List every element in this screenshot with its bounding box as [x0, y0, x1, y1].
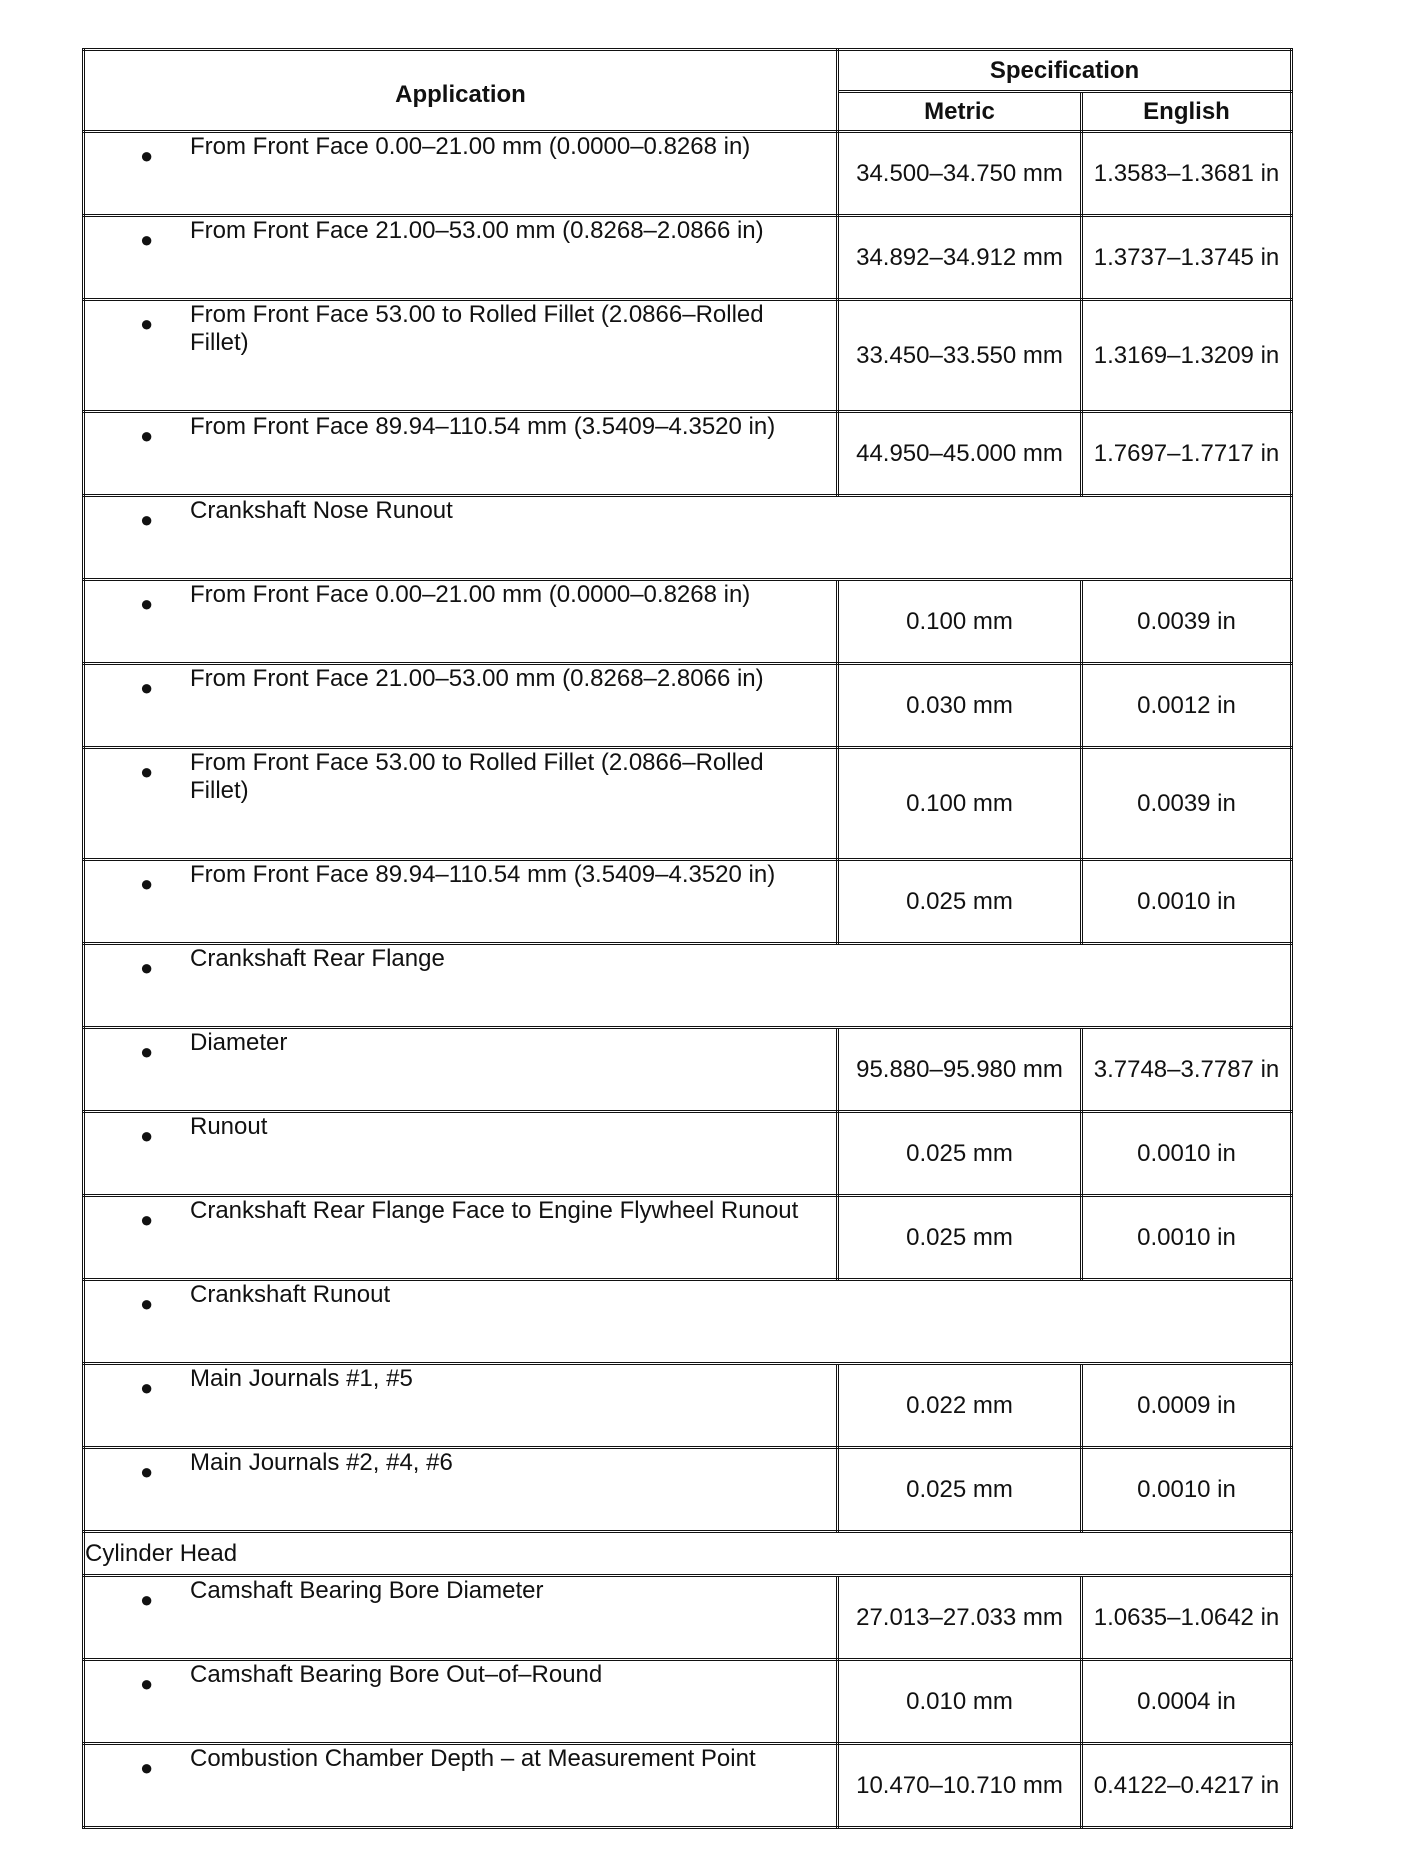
section-title: Cylinder Head — [84, 1532, 1292, 1576]
bullet-icon: ● — [140, 311, 154, 336]
group-heading-row — [84, 944, 1292, 1028]
application-header: Application — [84, 50, 838, 132]
application-cell — [84, 496, 1292, 580]
table-row — [84, 1744, 1292, 1828]
application-cell — [84, 132, 838, 216]
application-cell — [84, 664, 838, 748]
english-value: 0.0039 in — [1082, 748, 1292, 860]
metric-value: 0.025 mm — [838, 1196, 1082, 1280]
bullet-icon: ● — [140, 1123, 154, 1148]
application-cell — [84, 300, 838, 412]
application-text: Crankshaft Rear Flange — [190, 945, 445, 972]
application-cell — [84, 1028, 838, 1112]
metric-value: 0.100 mm — [838, 748, 1082, 860]
application-text: From Front Face 0.00–21.00 mm (0.0000–0.8268 in) — [190, 581, 751, 608]
application-text: From Front Face 0.00–21.00 mm (0.0000–0.8268 in) — [190, 133, 751, 160]
english-header: English — [1082, 92, 1292, 132]
english-value: 0.4122–0.4217 in — [1082, 1744, 1292, 1828]
bullet-icon: ● — [140, 1039, 154, 1064]
application-cell — [84, 1364, 838, 1448]
metric-value: 10.470–10.710 mm — [838, 1744, 1082, 1828]
application-cell — [84, 1196, 838, 1280]
english-value: 1.3169–1.3209 in — [1082, 300, 1292, 412]
metric-value: 0.022 mm — [838, 1364, 1082, 1448]
application-cell — [84, 216, 838, 300]
section-row — [84, 1532, 1292, 1576]
application-text: Camshaft Bearing Bore Out–of–Round — [190, 1661, 603, 1688]
application-text: From Front Face 21.00–53.00 mm (0.8268–2.8066 in) — [190, 665, 764, 692]
table-row — [84, 1448, 1292, 1532]
table-row — [84, 748, 1292, 860]
table-row — [84, 580, 1292, 664]
application-text: From Front Face 53.00 to Rolled Fillet (2.0866–Rolled Fillet) — [190, 301, 764, 356]
application-cell — [84, 580, 838, 664]
spec-table — [82, 48, 1293, 1829]
group-heading-row — [84, 1280, 1292, 1364]
group-heading-row — [84, 496, 1292, 580]
application-text: Crankshaft Runout — [190, 1281, 391, 1308]
bullet-icon: ● — [140, 1587, 154, 1612]
english-value: 1.7697–1.7717 in — [1082, 412, 1292, 496]
table-row — [84, 132, 1292, 216]
application-text: Crankshaft Nose Runout — [190, 497, 453, 524]
bullet-icon: ● — [140, 1671, 154, 1696]
application-cell — [84, 1576, 838, 1660]
metric-value: 95.880–95.980 mm — [838, 1028, 1082, 1112]
table-row — [84, 664, 1292, 748]
bullet-icon: ● — [140, 143, 154, 168]
header-row — [84, 50, 1292, 92]
bullet-icon: ● — [140, 1291, 154, 1316]
application-text: Camshaft Bearing Bore Diameter — [190, 1577, 544, 1604]
application-cell — [84, 1448, 838, 1532]
application-cell — [84, 412, 838, 496]
table-row — [84, 1364, 1292, 1448]
english-value: 0.0012 in — [1082, 664, 1292, 748]
metric-value: 0.025 mm — [838, 860, 1082, 944]
application-text: Main Journals #2, #4, #6 — [190, 1449, 453, 1476]
metric-value: 27.013–27.033 mm — [838, 1576, 1082, 1660]
metric-value: 0.030 mm — [838, 664, 1082, 748]
english-value: 0.0004 in — [1082, 1660, 1292, 1744]
table-row — [84, 1112, 1292, 1196]
application-text: From Front Face 53.00 to Rolled Fillet (2.0866–Rolled Fillet) — [190, 749, 764, 804]
specification-header: Specification — [838, 50, 1292, 92]
application-cell — [84, 1660, 838, 1744]
application-text: Runout — [190, 1113, 268, 1140]
bullet-icon: ● — [140, 507, 154, 532]
metric-value: 0.010 mm — [838, 1660, 1082, 1744]
application-text: From Front Face 89.94–110.54 mm (3.5409–4.3520 in) — [190, 413, 776, 440]
metric-value: 33.450–33.550 mm — [838, 300, 1082, 412]
table-row — [84, 1576, 1292, 1660]
english-value: 0.0010 in — [1082, 1448, 1292, 1532]
metric-value: 34.500–34.750 mm — [838, 132, 1082, 216]
bullet-icon: ● — [140, 759, 154, 784]
table-row — [84, 1196, 1292, 1280]
metric-value: 44.950–45.000 mm — [838, 412, 1082, 496]
bullet-icon: ● — [140, 1755, 154, 1780]
bullet-icon: ● — [140, 871, 154, 896]
bullet-icon: ● — [140, 1459, 154, 1484]
english-value: 1.3737–1.3745 in — [1082, 216, 1292, 300]
table-row — [84, 412, 1292, 496]
metric-value: 0.100 mm — [838, 580, 1082, 664]
english-value: 0.0010 in — [1082, 860, 1292, 944]
application-cell — [84, 748, 838, 860]
application-text: Crankshaft Rear Flange Face to Engine Flywheel Runout — [190, 1197, 799, 1224]
bullet-icon: ● — [140, 1375, 154, 1400]
metric-value: 0.025 mm — [838, 1112, 1082, 1196]
application-cell — [84, 1280, 1292, 1364]
application-text: From Front Face 21.00–53.00 mm (0.8268–2.0866 in) — [190, 217, 764, 244]
table-row — [84, 1660, 1292, 1744]
english-value: 0.0010 in — [1082, 1112, 1292, 1196]
application-text: Main Journals #1, #5 — [190, 1365, 413, 1392]
application-cell — [84, 1744, 838, 1828]
english-value: 1.3583–1.3681 in — [1082, 132, 1292, 216]
table-row — [84, 216, 1292, 300]
application-text: Combustion Chamber Depth – at Measurement Point — [190, 1745, 756, 1772]
english-value: 1.0635–1.0642 in — [1082, 1576, 1292, 1660]
application-cell — [84, 1112, 838, 1196]
table-row — [84, 1028, 1292, 1112]
application-cell — [84, 944, 1292, 1028]
english-value: 0.0010 in — [1082, 1196, 1292, 1280]
bullet-icon: ● — [140, 675, 154, 700]
bullet-icon: ● — [140, 591, 154, 616]
application-text: Diameter — [190, 1029, 288, 1056]
bullet-icon: ● — [140, 227, 154, 252]
bullet-icon: ● — [140, 1207, 154, 1232]
metric-value: 0.025 mm — [838, 1448, 1082, 1532]
table-row — [84, 300, 1292, 412]
application-text: From Front Face 89.94–110.54 mm (3.5409–4.3520 in) — [190, 861, 776, 888]
table-row — [84, 860, 1292, 944]
bullet-icon: ● — [140, 955, 154, 980]
english-value: 0.0009 in — [1082, 1364, 1292, 1448]
english-value: 0.0039 in — [1082, 580, 1292, 664]
application-cell — [84, 860, 838, 944]
metric-value: 34.892–34.912 mm — [838, 216, 1082, 300]
bullet-icon: ● — [140, 423, 154, 448]
metric-header: Metric — [838, 92, 1082, 132]
english-value: 3.7748–3.7787 in — [1082, 1028, 1292, 1112]
